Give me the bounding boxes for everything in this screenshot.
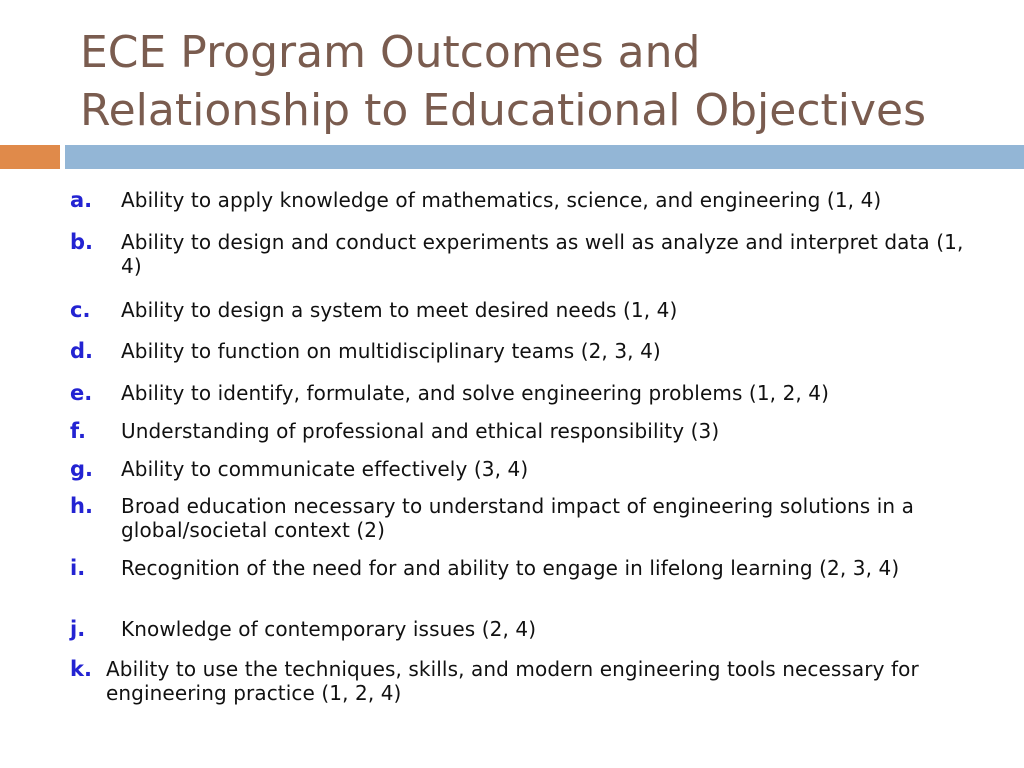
outcome-letter: g.	[70, 457, 94, 481]
outcome-text: Ability to apply knowledge of mathematics, science, and engineering (1, 4)	[121, 188, 882, 212]
outcome-text: Ability to use the techniques, skills, and modern engineering tools necessary for engineering practice (1, 2, 4)	[106, 657, 919, 705]
outcome-letter: j.	[70, 617, 86, 641]
slide-title-line1: ECE Program Outcomes and	[80, 27, 701, 78]
outcome-text: Knowledge of contemporary issues (2, 4)	[121, 617, 537, 641]
slide-title-line2: Relationship to Educational Objectives	[80, 85, 927, 136]
outcome-text: Ability to identify, formulate, and solve engineering problems (1, 2, 4)	[121, 381, 830, 405]
outcome-text: Ability to function on multidisciplinary teams (2, 3, 4)	[121, 339, 661, 363]
outcome-letter: d.	[70, 339, 94, 363]
outcome-letter: k.	[70, 657, 92, 681]
outcome-letter: f.	[70, 419, 86, 443]
outcome-letter: e.	[70, 381, 93, 405]
outcome-letter: i.	[70, 556, 86, 580]
outcome-letter: a.	[70, 188, 93, 212]
outcome-letter: c.	[70, 298, 91, 322]
outcome-letter: h.	[70, 494, 93, 518]
outcome-text: Ability to communicate effectively (3, 4)	[121, 457, 529, 481]
outcome-letter: b.	[70, 230, 94, 254]
outcome-text: Understanding of professional and ethical responsibility (3)	[121, 419, 720, 443]
outcome-text: Recognition of the need for and ability to engage in lifelong learning (2, 3, 4)	[121, 556, 900, 580]
outcome-text: Ability to design a system to meet desired needs (1, 4)	[121, 298, 678, 322]
outcome-text: Ability to design and conduct experiments as well as analyze and interpret data (1, 4)	[121, 230, 964, 278]
outcome-text: Broad education necessary to understand impact of engineering solutions in a global/societal context (2)	[121, 494, 914, 542]
